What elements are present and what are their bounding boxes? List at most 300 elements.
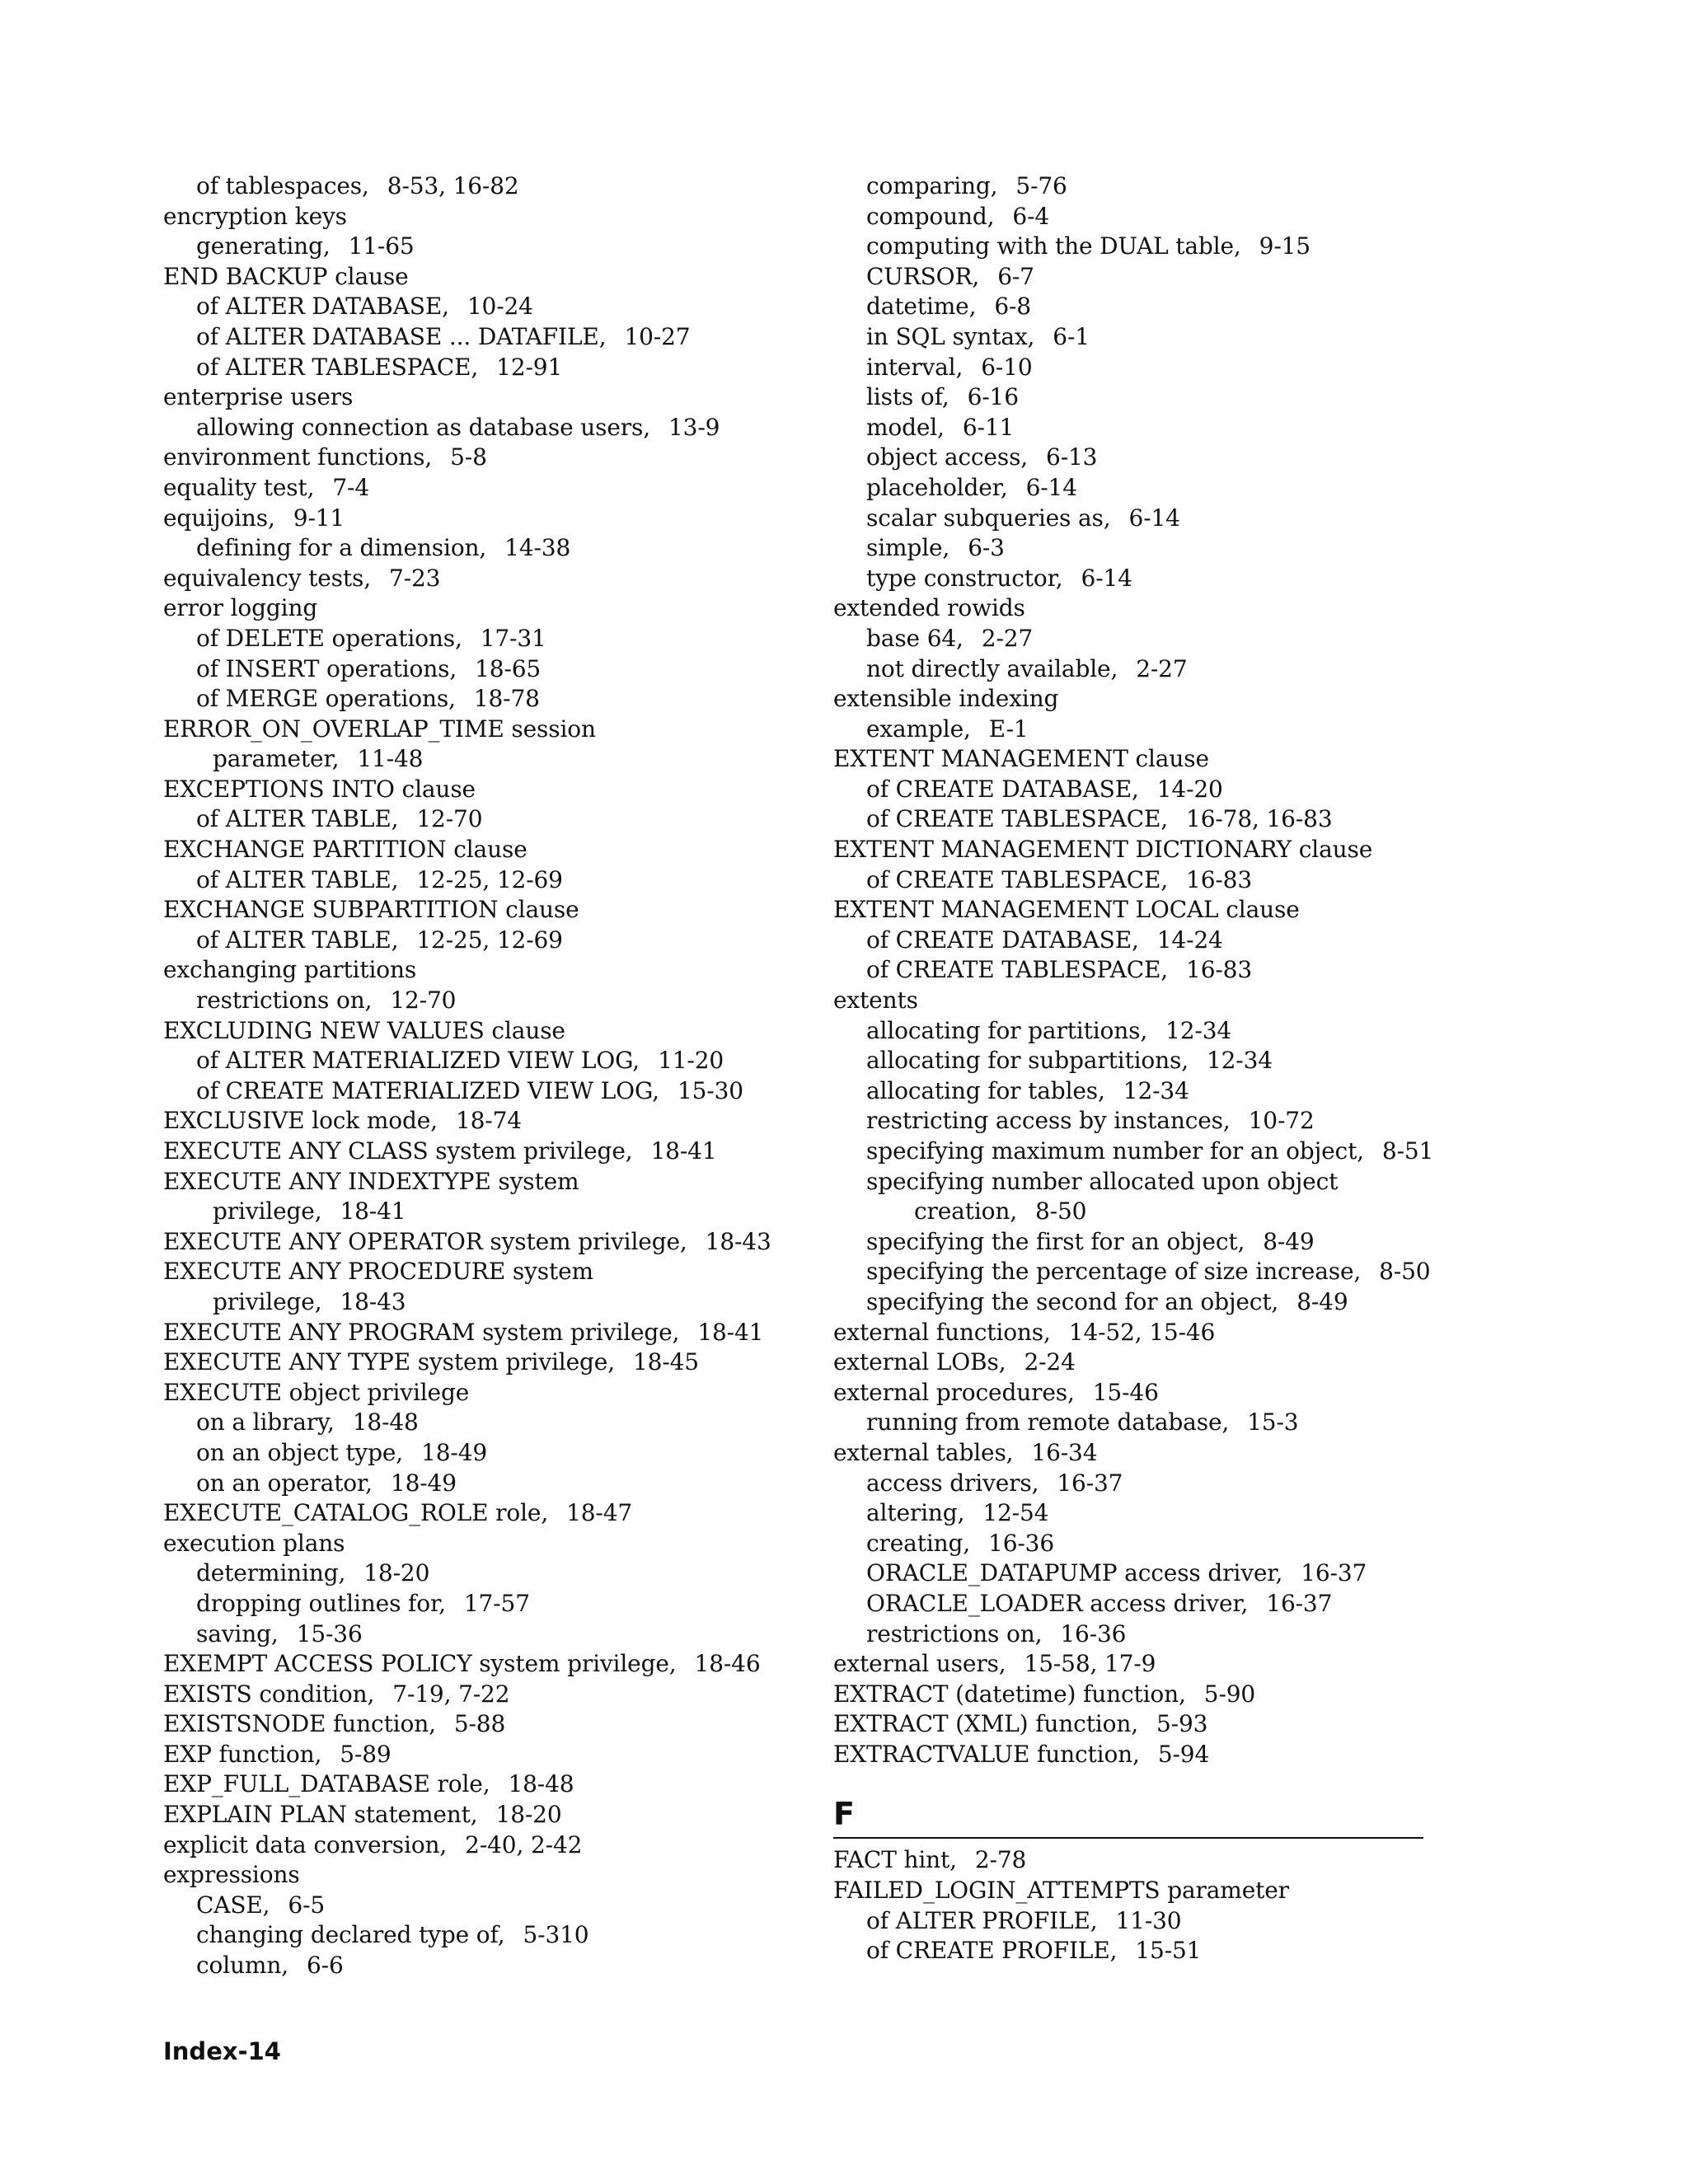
index-entry xyxy=(833,1257,1431,1287)
index-entry xyxy=(163,1498,847,1529)
index-term: EXTRACT (XML) function, xyxy=(833,1710,1138,1738)
index-term: of CREATE TABLESPACE, xyxy=(866,956,1169,984)
index-page-ref: 6-8 xyxy=(994,293,1031,321)
index-entry xyxy=(163,1197,847,1227)
index-entry xyxy=(833,1876,1427,1906)
index-page-ref: 12-91 xyxy=(496,353,563,381)
index-term: of MERGE operations, xyxy=(196,685,456,713)
index-entry xyxy=(833,865,1427,896)
index-term: EXISTSNODE function, xyxy=(163,1710,436,1738)
index-term: FACT hint, xyxy=(833,1846,957,1874)
index-page-ref: 18-65 xyxy=(475,654,542,682)
index-term: changing declared type of, xyxy=(196,1921,505,1949)
index-term: extensible indexing xyxy=(833,685,1059,713)
index-term: determining, xyxy=(196,1559,346,1587)
index-term: of CREATE PROFILE, xyxy=(866,1937,1118,1965)
index-page-ref: 13-9 xyxy=(668,413,720,441)
index-term: external tables, xyxy=(833,1438,1014,1466)
index-entry xyxy=(163,1227,847,1258)
index-term: defining for a dimension, xyxy=(196,534,487,562)
index-term: specifying maximum number for an object, xyxy=(866,1137,1364,1165)
index-term: environment functions, xyxy=(163,443,433,471)
index-term: restrictions on, xyxy=(866,1619,1043,1647)
index-page-ref: 11-48 xyxy=(357,745,424,773)
index-page-ref: 6-11 xyxy=(962,413,1015,441)
index-entry xyxy=(833,1529,1427,1559)
index-page-ref: 17-57 xyxy=(463,1589,530,1617)
index-term: EXECUTE ANY PROCEDURE system xyxy=(163,1258,593,1286)
index-entry xyxy=(833,1076,1427,1107)
index-page-ref: 5-93 xyxy=(1156,1710,1208,1738)
index-term: base 64, xyxy=(866,624,964,652)
index-entry xyxy=(163,1558,847,1589)
index-page-ref: 11-30 xyxy=(1115,1906,1182,1934)
index-term: privilege, xyxy=(213,1287,322,1315)
index-entry xyxy=(833,504,1427,534)
index-column-right xyxy=(833,171,1434,1966)
index-term: creating, xyxy=(866,1529,971,1557)
index-term: FAILED_LOGIN_ATTEMPTS parameter xyxy=(833,1877,1289,1905)
index-entry xyxy=(163,835,847,865)
index-entry xyxy=(833,292,1427,322)
index-page-ref: 16-83 xyxy=(1186,865,1253,893)
index-entry xyxy=(163,1619,847,1650)
index-entry xyxy=(833,1347,1427,1378)
index-term: interval, xyxy=(866,353,964,381)
index-page-ref: 2-24 xyxy=(1024,1348,1076,1376)
index-entry xyxy=(163,1589,847,1619)
index-term: type constructor, xyxy=(866,564,1063,592)
index-term: EXECUTE_CATALOG_ROLE role, xyxy=(163,1499,549,1527)
index-entry xyxy=(163,926,847,956)
index-term: EXPLAIN PLAN statement, xyxy=(163,1801,478,1829)
index-term: END BACKUP clause xyxy=(163,262,409,290)
index-entry xyxy=(833,1619,1427,1650)
index-page-ref: 18-49 xyxy=(390,1469,457,1497)
index-entry xyxy=(833,1558,1427,1589)
index-page-ref: 12-25, 12-69 xyxy=(416,865,563,893)
index-term: external LOBs, xyxy=(833,1348,1006,1376)
index-entry xyxy=(833,171,1427,202)
index-term: equality test, xyxy=(163,473,315,501)
index-page-ref: 12-34 xyxy=(1206,1047,1273,1075)
index-term: of ALTER MATERIALIZED VIEW LOG, xyxy=(196,1047,640,1075)
index-page-ref: 6-10 xyxy=(981,353,1033,381)
index-page-ref: 8-49 xyxy=(1296,1287,1348,1315)
index-page-ref: 14-20 xyxy=(1156,775,1223,803)
index-page-ref: 8-50 xyxy=(1034,1197,1087,1226)
index-term: compound, xyxy=(866,202,995,230)
index-term: specifying number allocated upon object xyxy=(866,1167,1339,1195)
index-page-ref: 11-20 xyxy=(658,1047,724,1075)
index-page-ref: 11-65 xyxy=(348,232,415,260)
index-entry xyxy=(163,1408,847,1438)
index-entry xyxy=(163,1649,847,1680)
index-entry xyxy=(833,1589,1427,1619)
index-term: object access, xyxy=(866,443,1029,471)
index-entry xyxy=(163,413,847,443)
index-page-ref: 12-70 xyxy=(416,805,483,833)
index-term: computing with the DUAL table, xyxy=(866,232,1241,260)
index-page-ref: 16-37 xyxy=(1057,1469,1123,1497)
index-term: privilege, xyxy=(213,1197,322,1226)
index-entry xyxy=(833,1378,1427,1408)
index-page-ref: 6-6 xyxy=(306,1952,344,1980)
index-term: allowing connection as database users, xyxy=(196,413,651,441)
index-page-ref: 18-41 xyxy=(697,1318,764,1346)
index-page-ref: 7-19, 7-22 xyxy=(392,1680,510,1708)
index-term: EXCLUSIVE lock mode, xyxy=(163,1107,438,1135)
index-page-ref: 8-49 xyxy=(1263,1227,1315,1255)
index-entry xyxy=(833,593,1427,624)
index-term: EXECUTE ANY OPERATOR system privilege, xyxy=(163,1227,687,1255)
index-entry xyxy=(163,684,847,715)
index-page-ref: 18-47 xyxy=(566,1499,633,1527)
index-term: not directly available, xyxy=(866,654,1118,682)
index-page-ref: 2-78 xyxy=(974,1846,1027,1874)
index-page-ref: 16-36 xyxy=(988,1529,1055,1557)
index-entry xyxy=(833,322,1427,353)
index-term: of CREATE DATABASE, xyxy=(866,775,1139,803)
index-page-ref: 18-43 xyxy=(340,1287,406,1315)
index-entry xyxy=(833,1046,1427,1076)
index-term: restrictions on, xyxy=(196,987,373,1015)
index-entry xyxy=(833,895,1427,926)
index-entry xyxy=(163,262,847,293)
index-term: external functions, xyxy=(833,1318,1051,1346)
index-page-ref: 18-41 xyxy=(650,1137,717,1165)
index-page-ref: 6-4 xyxy=(1012,202,1050,230)
index-entry xyxy=(833,1408,1427,1438)
index-entry xyxy=(163,1860,847,1891)
index-term: EXECUTE ANY TYPE system privilege, xyxy=(163,1348,615,1376)
index-entry xyxy=(833,353,1427,383)
index-page-ref: 15-3 xyxy=(1247,1408,1299,1436)
index-term: of ALTER TABLESPACE, xyxy=(196,353,479,381)
index-term: of tablespaces, xyxy=(196,172,369,199)
index-entry xyxy=(163,955,847,986)
index-page-ref: 5-310 xyxy=(523,1921,589,1949)
index-page-ref: 6-14 xyxy=(1128,504,1180,532)
index-page-ref: 5-90 xyxy=(1203,1680,1256,1708)
index-entry xyxy=(833,1106,1427,1137)
index-page-ref: 18-49 xyxy=(421,1438,488,1466)
index-entry xyxy=(163,1951,847,1981)
index-entry xyxy=(163,1106,847,1137)
index-page-ref: 18-46 xyxy=(694,1650,761,1678)
index-term: CURSOR, xyxy=(866,262,980,290)
index-entry xyxy=(833,202,1427,232)
index-entry xyxy=(163,1257,847,1287)
index-term: extents xyxy=(833,987,918,1015)
index-term: encryption keys xyxy=(163,202,347,230)
index-page-ref: 18-48 xyxy=(352,1408,419,1436)
index-entry xyxy=(163,443,847,473)
index-term: restricting access by instances, xyxy=(866,1107,1231,1135)
index-term: access drivers, xyxy=(866,1469,1039,1497)
section-gap xyxy=(833,1769,1427,1796)
index-term: expressions xyxy=(163,1861,300,1889)
index-entry xyxy=(833,533,1427,564)
index-entry xyxy=(163,1016,847,1047)
index-term: extended rowids xyxy=(833,594,1025,622)
index-page-ref: 18-45 xyxy=(632,1348,699,1376)
index-term: of ALTER DATABASE ... DATAFILE, xyxy=(196,322,607,350)
index-column-left xyxy=(163,171,847,1981)
index-entry xyxy=(833,564,1427,594)
index-entry xyxy=(163,1046,847,1076)
index-entry xyxy=(833,443,1427,473)
index-term: EXCLUDING NEW VALUES clause xyxy=(163,1016,565,1044)
index-term: ORACLE_LOADER access driver, xyxy=(866,1589,1249,1617)
index-page-ref: 10-27 xyxy=(624,322,691,350)
index-entry xyxy=(833,654,1427,685)
index-page-ref: 18-41 xyxy=(340,1197,406,1226)
index-page-ref: 5-94 xyxy=(1157,1740,1210,1768)
index-term: external users, xyxy=(833,1650,1006,1678)
index-page-ref: 2-27 xyxy=(981,624,1034,652)
index-entry xyxy=(833,1906,1427,1937)
index-entry xyxy=(163,986,847,1016)
index-entry xyxy=(163,715,847,745)
index-page-ref: 10-24 xyxy=(467,293,533,321)
index-term: explicit data conversion, xyxy=(163,1830,448,1858)
index-page-ref: 16-78, 16-83 xyxy=(1186,805,1333,833)
index-page-ref: 15-51 xyxy=(1135,1937,1202,1965)
index-term: EXP_FULL_DATABASE role, xyxy=(163,1770,490,1798)
index-entry xyxy=(163,1347,847,1378)
index-term: exchanging partitions xyxy=(163,956,417,984)
index-entry xyxy=(833,1845,1427,1876)
index-entry xyxy=(833,1680,1427,1710)
index-entry xyxy=(163,1740,847,1770)
index-term: allocating for subpartitions, xyxy=(866,1047,1189,1075)
index-entry xyxy=(163,624,847,654)
index-page-ref: 12-34 xyxy=(1165,1016,1232,1044)
index-entry xyxy=(163,593,847,624)
index-page-ref: 9-11 xyxy=(293,504,345,532)
page-footer: Index-14 xyxy=(163,2037,281,2065)
index-term: creation, xyxy=(914,1197,1017,1226)
index-page-ref: 6-7 xyxy=(997,262,1034,290)
index-page-ref: 6-14 xyxy=(1025,473,1077,501)
index-entry xyxy=(163,775,847,805)
index-entry xyxy=(163,1800,847,1830)
index-term: of ALTER TABLE, xyxy=(196,805,399,833)
index-entry xyxy=(833,1318,1427,1348)
index-entry xyxy=(833,624,1427,654)
index-term: EXECUTE object privilege xyxy=(163,1378,470,1406)
index-entry xyxy=(163,1529,847,1559)
index-term: lists of, xyxy=(866,383,950,411)
index-page-ref: 2-27 xyxy=(1136,654,1188,682)
index-entry xyxy=(163,1076,847,1107)
index-entry xyxy=(163,292,847,322)
index-entry xyxy=(163,353,847,383)
index-entry xyxy=(833,1438,1427,1469)
index-page-ref: 5-88 xyxy=(453,1710,506,1738)
index-term: EXECUTE ANY INDEXTYPE system xyxy=(163,1167,579,1195)
index-entry xyxy=(833,1936,1427,1966)
index-page-ref: 17-31 xyxy=(480,624,546,652)
index-entry xyxy=(833,262,1427,293)
index-entry xyxy=(833,1167,1427,1197)
index-entry xyxy=(163,1709,847,1740)
index-page-ref: 2-40, 2-42 xyxy=(465,1830,583,1858)
index-term: EXTENT MANAGEMENT LOCAL clause xyxy=(833,896,1300,924)
index-term: enterprise users xyxy=(163,383,354,411)
index-term: saving, xyxy=(196,1619,279,1647)
index-entry xyxy=(833,955,1427,986)
index-page-ref: 8-50 xyxy=(1379,1258,1431,1286)
index-page-ref: E-1 xyxy=(988,715,1029,743)
index-page-ref: 5-89 xyxy=(340,1740,392,1768)
index-term: generating, xyxy=(196,232,331,260)
index-term: EXECUTE ANY PROGRAM system privilege, xyxy=(163,1318,680,1346)
index-page-ref: 14-52, 15-46 xyxy=(1068,1318,1216,1346)
index-page-ref: 12-70 xyxy=(390,987,457,1015)
index-term: example, xyxy=(866,715,971,743)
index-entry xyxy=(163,1830,847,1861)
index-term: comparing, xyxy=(866,172,998,199)
index-page-ref: 18-48 xyxy=(508,1770,574,1798)
index-entry xyxy=(833,775,1427,805)
index-page-ref: 12-25, 12-69 xyxy=(416,926,563,954)
index-page-ref: 16-36 xyxy=(1060,1619,1127,1647)
index-page-ref: 6-3 xyxy=(968,534,1005,562)
index-entry xyxy=(163,504,847,534)
index-entry xyxy=(163,171,847,202)
index-entry xyxy=(163,232,847,262)
index-term: parameter, xyxy=(213,745,340,773)
index-page-ref: 7-23 xyxy=(388,564,441,592)
index-entry xyxy=(163,744,847,775)
index-entry xyxy=(163,1680,847,1710)
index-entry xyxy=(163,1378,847,1408)
index-term: EXTENT MANAGEMENT DICTIONARY clause xyxy=(833,836,1373,864)
index-page-ref: 12-54 xyxy=(982,1499,1049,1527)
index-term: EXISTS condition, xyxy=(163,1680,375,1708)
index-entry xyxy=(833,1469,1427,1499)
index-term: altering, xyxy=(866,1499,965,1527)
index-entry xyxy=(833,1740,1427,1770)
index-term: ORACLE_DATAPUMP access driver, xyxy=(866,1559,1283,1587)
index-entry xyxy=(833,1227,1427,1258)
section-heading: F xyxy=(833,1796,1423,1839)
index-page-ref: 16-83 xyxy=(1186,956,1253,984)
index-page-ref: 6-16 xyxy=(967,383,1019,411)
index-term: specifying the first for an object, xyxy=(866,1227,1245,1255)
index-entry xyxy=(833,1197,1427,1227)
index-entry xyxy=(163,382,847,413)
index-term: on a library, xyxy=(196,1408,335,1436)
index-page-ref: 18-78 xyxy=(473,685,540,713)
index-page-ref: 15-58, 17-9 xyxy=(1024,1650,1156,1678)
index-term: specifying the second for an object, xyxy=(866,1287,1279,1315)
index-entry xyxy=(163,804,847,835)
index-page-ref: 9-15 xyxy=(1259,232,1311,260)
index-entry xyxy=(833,1649,1427,1680)
index-entry xyxy=(163,1167,847,1197)
index-term: on an object type, xyxy=(196,1438,404,1466)
index-term: error logging xyxy=(163,594,318,622)
index-entry xyxy=(833,1498,1427,1529)
index-entry xyxy=(833,926,1427,956)
index-entry xyxy=(833,744,1427,775)
index-entry xyxy=(833,715,1427,745)
index-page-ref: 16-34 xyxy=(1031,1438,1098,1466)
index-term: equijoins, xyxy=(163,504,275,532)
index-term: EXECUTE ANY CLASS system privilege, xyxy=(163,1137,633,1165)
index-term: of ALTER TABLE, xyxy=(196,926,399,954)
index-entry xyxy=(163,1287,847,1318)
index-term: EXEMPT ACCESS POLICY system privilege, xyxy=(163,1650,677,1678)
index-term: model, xyxy=(866,413,945,441)
index-term: simple, xyxy=(866,534,950,562)
index-entry xyxy=(833,473,1427,504)
index-term: execution plans xyxy=(163,1529,345,1557)
index-page-ref: 18-20 xyxy=(363,1559,430,1587)
index-term: allocating for partitions, xyxy=(866,1016,1148,1044)
index-term: in SQL syntax, xyxy=(866,322,1035,350)
index-term: EXTENT MANAGEMENT clause xyxy=(833,745,1209,773)
index-entry xyxy=(833,1287,1427,1318)
index-entry xyxy=(833,1137,1434,1167)
index-page-ref: 15-36 xyxy=(296,1619,363,1647)
index-term: EXCHANGE PARTITION clause xyxy=(163,836,528,864)
index-term: of ALTER DATABASE, xyxy=(196,293,449,321)
index-page-ref: 14-38 xyxy=(504,534,571,562)
index-entry xyxy=(833,684,1427,715)
index-entry xyxy=(163,322,847,353)
index-page-ref: 5-76 xyxy=(1015,172,1067,199)
index-entry xyxy=(163,1891,847,1921)
index-term: of INSERT operations, xyxy=(196,654,457,682)
index-page-ref: 10-72 xyxy=(1248,1107,1315,1135)
index-page-ref: 16-37 xyxy=(1266,1589,1333,1617)
index-term: allocating for tables, xyxy=(866,1076,1105,1104)
index-page-ref: 8-51 xyxy=(1381,1137,1434,1165)
index-entry xyxy=(163,1920,847,1951)
index-term: running from remote database, xyxy=(866,1408,1230,1436)
index-entry xyxy=(833,382,1427,413)
index-entry xyxy=(833,835,1427,865)
index-page-ref: 18-43 xyxy=(705,1227,771,1255)
index-page-ref: 8-53, 16-82 xyxy=(387,172,519,199)
index-term: of DELETE operations, xyxy=(196,624,462,652)
index-term: of CREATE TABLESPACE, xyxy=(866,805,1169,833)
index-entry xyxy=(163,1769,847,1800)
index-page-ref: 12-34 xyxy=(1123,1076,1189,1104)
index-page-ref: 15-46 xyxy=(1092,1378,1159,1406)
index-entry xyxy=(833,986,1427,1016)
index-term: equivalency tests, xyxy=(163,564,371,592)
index-page-ref: 18-20 xyxy=(495,1801,562,1829)
index-term: of CREATE MATERIALIZED VIEW LOG, xyxy=(196,1076,659,1104)
index-entry xyxy=(833,413,1427,443)
index-entry xyxy=(163,1318,847,1348)
index-entry xyxy=(163,654,847,685)
index-term: of ALTER TABLE, xyxy=(196,865,399,893)
index-term: EXTRACT (datetime) function, xyxy=(833,1680,1186,1708)
index-term: scalar subqueries as, xyxy=(866,504,1111,532)
index-entry xyxy=(163,473,847,504)
index-term: on an operator, xyxy=(196,1469,373,1497)
index-entry xyxy=(163,865,847,896)
index-page-ref: 6-1 xyxy=(1053,322,1090,350)
index-page-ref: 6-5 xyxy=(288,1891,326,1919)
index-page-ref: 15-30 xyxy=(677,1076,743,1104)
